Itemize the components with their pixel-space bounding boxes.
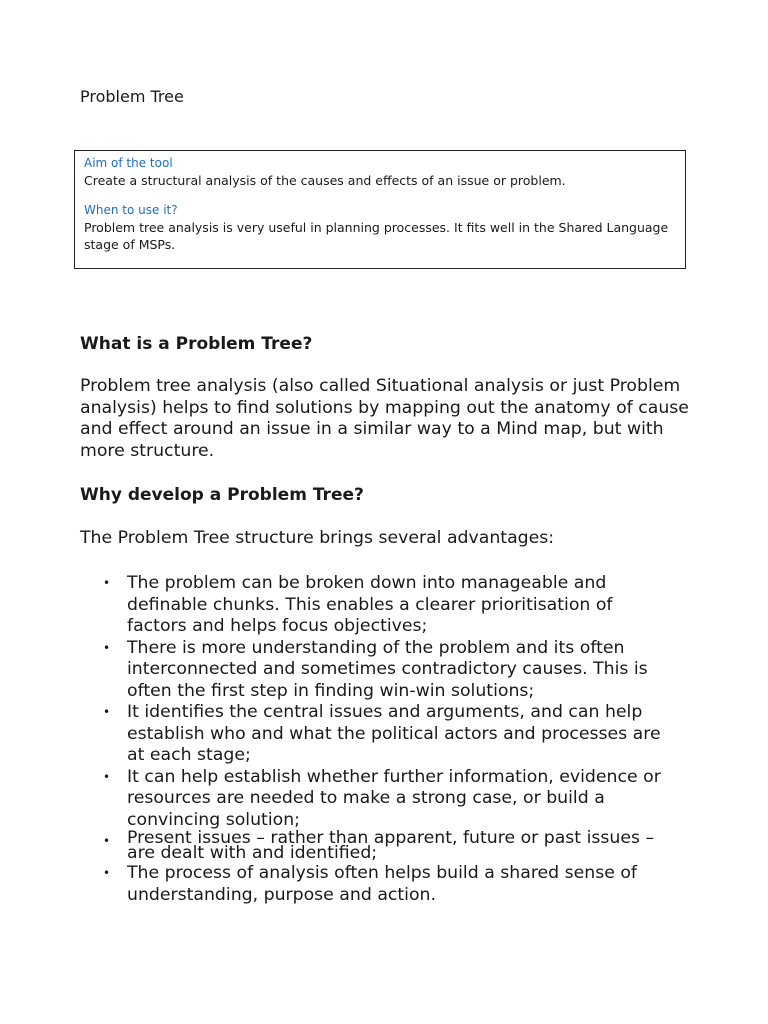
aim-label: Aim of the tool [84,156,173,170]
section-paragraph-what: Problem tree analysis (also called Situational analysis or just Problem analysis) helps to find solutions by mapping out the anatomy of cause and effect around an issue in a similar way to a Mind map, but with more structure. [80,376,689,461]
list-item [0,702,672,767]
box-spacer [84,189,676,202]
section-heading-why: Why develop a Problem Tree? [80,485,364,505]
advantages-intro: The Problem Tree structure brings several advantages: [80,528,555,548]
when-text: Problem tree analysis is very useful in planning processes. It fits well in the Shared Language stage of MSPs. [84,220,669,252]
bullet-icon: • [103,705,111,719]
list-item-text: Present issues – rather than apparent, future or past issues – are dealt with and identified; [127,828,655,863]
list-item-text: The process of analysis often helps build a shared sense of understanding, purpose and action. [127,863,638,905]
list-item-text: The problem can be broken down into manageable and definable chunks. This enables a clearer prioritisation of factors and helps focus objectives; [127,573,613,636]
info-box [74,150,686,269]
list-item [0,863,672,906]
section-heading-what: What is a Problem Tree? [80,334,313,354]
aim-text: Create a structural analysis of the causes and effects of an issue or problem. [84,173,566,188]
bullet-icon: • [103,576,111,590]
list-item [0,638,672,703]
list-item-text: It identifies the central issues and arguments, and can help establish who and what the political actors and processes are at each stage; [127,702,661,765]
list-item [0,767,672,832]
when-label: When to use it? [84,203,178,217]
list-item-text: It can help establish whether further information, evidence or resources are needed to make a strong case, or build a convincing solution; [127,766,661,830]
list-item [0,573,672,638]
document-title: Problem Tree [80,87,184,106]
list-item-text: There is more understanding of the problem and its often interconnected and sometimes contradictory causes. This is often the first step in finding win-win solutions; [127,637,648,701]
advantages-list [0,573,768,906]
bullet-icon: • [103,769,111,784]
bullet-icon: • [103,834,111,848]
bullet-icon: • [103,640,111,655]
list-item [0,828,672,863]
bullet-icon: • [103,866,111,880]
